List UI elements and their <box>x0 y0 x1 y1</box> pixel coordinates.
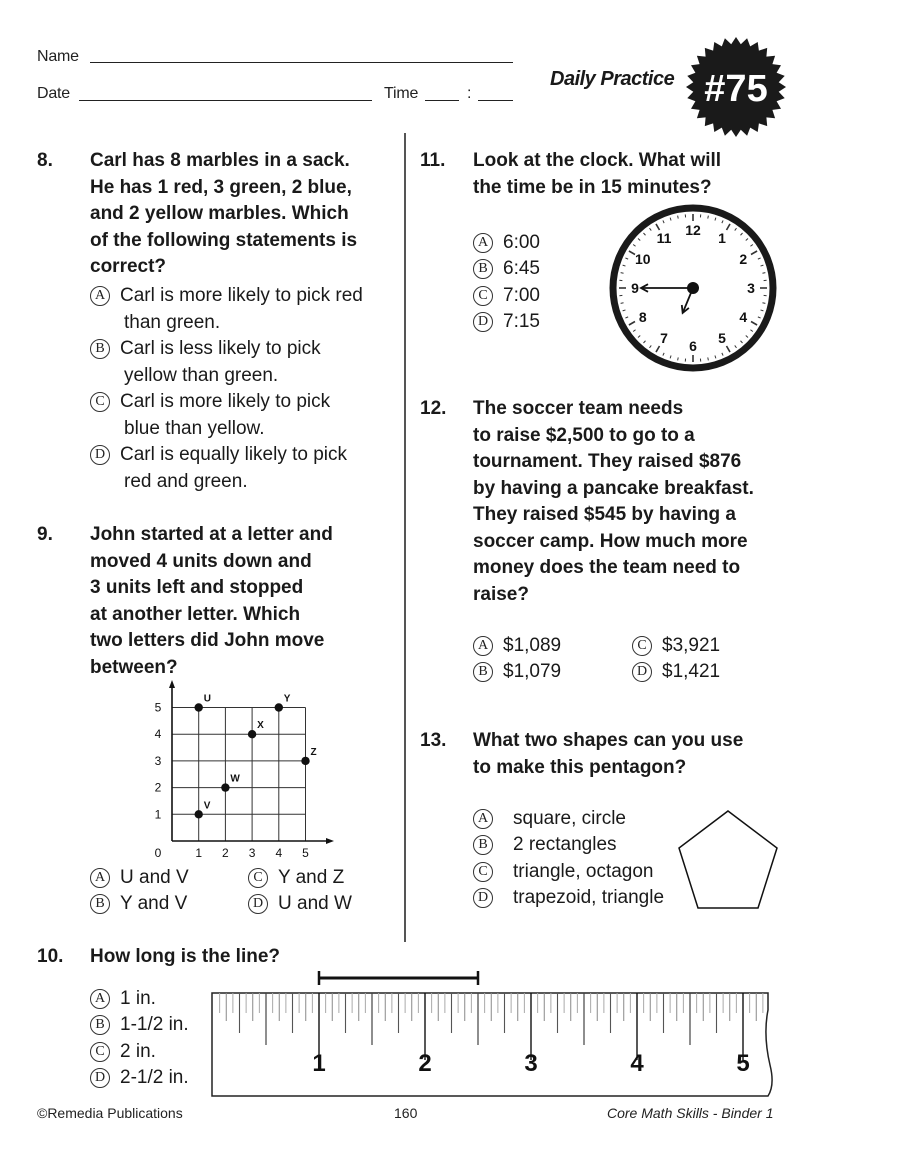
q13-option-a[interactable] <box>473 806 626 833</box>
y-tick-label: 4 <box>154 727 162 742</box>
pentagon-icon <box>670 805 790 915</box>
option-text-cont: blue than yellow. <box>124 417 265 439</box>
date-field[interactable] <box>79 100 372 101</box>
name-field[interactable] <box>90 62 513 63</box>
answer-bubble-c[interactable]: C <box>473 286 493 306</box>
clock-numeral: 3 <box>747 280 755 296</box>
q9-option-c[interactable] <box>248 865 344 892</box>
time-hours-field[interactable] <box>425 100 459 101</box>
q13-option-b[interactable] <box>473 832 617 859</box>
option-text: Carl is equally likely to pick <box>120 444 348 465</box>
answer-bubble-c[interactable]: C <box>632 636 652 656</box>
q11-option-b[interactable] <box>473 256 540 283</box>
option-text: $3,921 <box>662 635 721 656</box>
option-text: trapezoid, triangle <box>513 887 665 908</box>
x-tick-label: 3 <box>248 846 256 860</box>
grid-point <box>275 703 283 711</box>
q12-line: soccer camp. How much more <box>473 530 748 552</box>
question-13-text <box>473 728 743 781</box>
page-title: Daily Practice <box>550 68 675 90</box>
option-text: U and V <box>120 867 189 888</box>
q9-line: moved 4 units down and <box>90 550 312 572</box>
date-label: Date <box>37 85 70 102</box>
answer-bubble-b[interactable]: B <box>473 662 493 682</box>
x-tick-label: 2 <box>222 846 229 860</box>
time-label: Time <box>384 85 419 102</box>
q10-option-b[interactable] <box>90 1012 189 1039</box>
q9-option-d[interactable] <box>248 891 352 918</box>
answer-bubble-a[interactable]: A <box>90 989 110 1009</box>
y-tick-label: 3 <box>154 753 162 768</box>
q13-option-d[interactable] <box>473 885 664 912</box>
q12-line: raise? <box>473 583 529 605</box>
clock-numeral: 9 <box>631 280 639 296</box>
q8-option-c[interactable] <box>90 389 330 442</box>
q9-line: John started at a letter and <box>90 524 333 545</box>
clock-icon <box>603 198 783 378</box>
answer-bubble-c[interactable]: C <box>90 392 110 412</box>
answer-bubble-d[interactable]: D <box>90 1068 110 1088</box>
option-text: Carl is more likely to pick <box>120 391 331 412</box>
ruler-body <box>212 993 772 1096</box>
option-text: 6:45 <box>503 258 540 279</box>
clock-numeral: 6 <box>689 338 697 354</box>
q13-line: What two shapes can you use <box>473 730 744 751</box>
option-text: Carl is more likely to pick red <box>120 285 363 306</box>
question-10-text: How long is the line? <box>90 946 280 967</box>
option-text-cont: red and green. <box>124 470 248 492</box>
q12-line: The soccer team needs <box>473 398 684 419</box>
q11-line: Look at the clock. What will <box>473 150 722 171</box>
q9-option-a[interactable] <box>90 865 189 892</box>
clock-numeral: 4 <box>739 309 748 325</box>
q12-option-b[interactable] <box>473 659 561 686</box>
option-text: 2-1/2 in. <box>120 1067 189 1088</box>
ruler-inch-label: 3 <box>524 1050 538 1077</box>
grid-point-label: Z <box>310 746 317 758</box>
answer-bubble-a[interactable]: A <box>473 233 493 253</box>
answer-bubble-c[interactable]: C <box>248 868 268 888</box>
grid-point-label: Y <box>283 693 291 705</box>
q13-line: to make this pentagon? <box>473 756 687 778</box>
clock-numeral: 8 <box>638 309 647 325</box>
clock-numeral: 5 <box>718 330 726 347</box>
option-text: 2 rectangles <box>513 834 617 855</box>
answer-bubble-d[interactable]: D <box>632 662 652 682</box>
answer-bubble-c[interactable]: C <box>90 1042 110 1062</box>
q8-line: He has 1 red, 3 green, 2 blue, <box>90 176 352 198</box>
q12-line: by having a pancake breakfast. <box>473 477 754 499</box>
q12-option-a[interactable] <box>473 633 561 660</box>
grid-point-label: U <box>203 693 211 705</box>
question-12-number: 12. <box>420 398 447 419</box>
option-text: $1,079 <box>503 661 562 682</box>
answer-bubble-d[interactable]: D <box>473 888 493 908</box>
ruler-inch-label: 2 <box>418 1050 432 1077</box>
name-label: Name <box>37 48 79 65</box>
question-8-text <box>90 148 357 281</box>
y-tick-label: 2 <box>154 780 162 795</box>
grid-point <box>195 810 203 818</box>
question-8-number: 8. <box>37 150 53 171</box>
clock-center <box>687 282 699 294</box>
q12-line: They raised $545 by having a <box>473 504 736 525</box>
q8-line: Carl has 8 marbles in a sack. <box>90 150 350 171</box>
clock-numeral: 12 <box>685 222 701 238</box>
x-tick-label: 0 <box>154 846 162 860</box>
answer-bubble-d[interactable]: D <box>90 445 110 465</box>
q9-line: at another letter. Which <box>90 603 301 625</box>
q11-line: the time be in 15 minutes? <box>473 176 712 198</box>
option-text: 1-1/2 in. <box>120 1014 189 1035</box>
ruler-inch-label: 4 <box>630 1050 644 1077</box>
q12-option-c[interactable] <box>632 633 720 660</box>
option-text-cont: than green. <box>124 311 221 333</box>
option-text: Y and Z <box>278 867 345 888</box>
answer-bubble-d[interactable]: D <box>473 312 493 332</box>
question-11-text <box>473 148 721 201</box>
option-text: 2 in. <box>120 1041 156 1062</box>
option-text: U and W <box>278 893 352 914</box>
answer-bubble-a[interactable]: A <box>90 868 110 888</box>
option-text: 7:15 <box>503 311 540 332</box>
clock-numeral: 11 <box>656 229 672 246</box>
q8-line: and 2 yellow marbles. Which <box>90 203 349 224</box>
q13-option-c[interactable] <box>473 859 654 886</box>
clock-numeral: 10 <box>634 251 651 267</box>
y-tick-label: 1 <box>154 807 162 822</box>
grid-point <box>195 703 203 711</box>
question-11-number: 11. <box>420 150 446 171</box>
answer-bubble-a[interactable]: A <box>473 636 493 656</box>
grid-point-label: W <box>230 773 240 785</box>
answer-bubble-b[interactable]: B <box>473 259 493 279</box>
q10-option-a[interactable] <box>90 986 156 1013</box>
question-13-number: 13. <box>420 730 447 751</box>
option-text: Y and V <box>120 893 188 914</box>
option-text: $1,421 <box>662 661 721 682</box>
answer-bubble-d[interactable]: D <box>248 894 268 914</box>
answer-bubble-b[interactable]: B <box>90 339 110 359</box>
answer-bubble-a[interactable]: A <box>473 809 493 829</box>
grid-point <box>301 757 309 765</box>
time-separator: : <box>467 85 472 102</box>
ruler-inch-label: 5 <box>736 1050 750 1077</box>
q9-option-b[interactable] <box>90 891 187 918</box>
option-text: $1,089 <box>503 635 562 656</box>
q11-option-a[interactable] <box>473 230 540 257</box>
q9-line: between? <box>90 656 178 678</box>
q8-option-d[interactable] <box>90 442 347 495</box>
answer-bubble-c[interactable]: C <box>473 862 493 882</box>
option-text: Carl is less likely to pick <box>120 338 321 359</box>
answer-bubble-b[interactable]: B <box>473 835 493 855</box>
q12-option-d[interactable] <box>632 659 720 686</box>
grid-point <box>221 783 229 791</box>
q8-option-a[interactable] <box>90 283 363 336</box>
footer-page-number: 160 <box>394 1105 418 1121</box>
ruler-inch-label: 1 <box>312 1050 326 1077</box>
footer-book-title: Core Math Skills - Binder 1 <box>607 1105 774 1121</box>
q9-line: 3 units left and stopped <box>90 577 304 598</box>
option-text: 7:00 <box>503 285 540 306</box>
answer-bubble-b[interactable]: B <box>90 894 110 914</box>
option-text-cont: yellow than green. <box>124 364 279 386</box>
q12-line: money does the team need to <box>473 557 741 578</box>
coordinate-grid <box>140 678 350 863</box>
q12-line: to raise $2,500 to go to a <box>473 424 695 446</box>
q8-line: of the following statements is <box>90 229 358 251</box>
question-9-number: 9. <box>37 524 53 545</box>
x-tick-label: 4 <box>275 846 283 860</box>
q9-line: two letters did John move <box>90 630 325 651</box>
clock-numeral: 2 <box>739 251 748 267</box>
question-9-text <box>90 522 333 681</box>
badge-number: #75 <box>704 68 768 110</box>
grid-point-label: X <box>257 720 264 732</box>
q10-option-c[interactable] <box>90 1039 156 1066</box>
x-tick-label: 5 <box>302 846 309 860</box>
grid-point <box>248 730 256 738</box>
q12-line: tournament. They raised $876 <box>473 451 742 472</box>
ruler <box>205 965 780 1100</box>
column-divider <box>404 133 406 942</box>
starburst-badge <box>684 35 788 139</box>
answer-bubble-a[interactable]: A <box>90 286 110 306</box>
footer-copyright: ©Remedia Publications <box>37 1105 183 1121</box>
time-minutes-field[interactable] <box>478 100 513 101</box>
question-12-text <box>473 396 754 608</box>
grid-point-label: V <box>203 800 211 812</box>
y-tick-label: 5 <box>154 700 162 715</box>
option-text: triangle, octagon <box>513 861 654 882</box>
q8-option-b[interactable] <box>90 336 321 389</box>
option-text: 6:00 <box>503 232 540 253</box>
q8-line: correct? <box>90 256 167 277</box>
x-tick-label: 1 <box>195 846 203 860</box>
measured-line <box>319 971 478 985</box>
clock-numeral: 7 <box>660 330 668 347</box>
answer-bubble-b[interactable]: B <box>90 1015 110 1035</box>
q11-option-c[interactable] <box>473 283 540 310</box>
question-10-number: 10. <box>37 946 64 967</box>
option-text: 1 in. <box>120 988 156 1009</box>
option-text: square, circle <box>513 808 626 829</box>
q10-option-d[interactable] <box>90 1065 189 1092</box>
q11-option-d[interactable] <box>473 309 540 336</box>
clock-numeral: 1 <box>718 229 726 246</box>
